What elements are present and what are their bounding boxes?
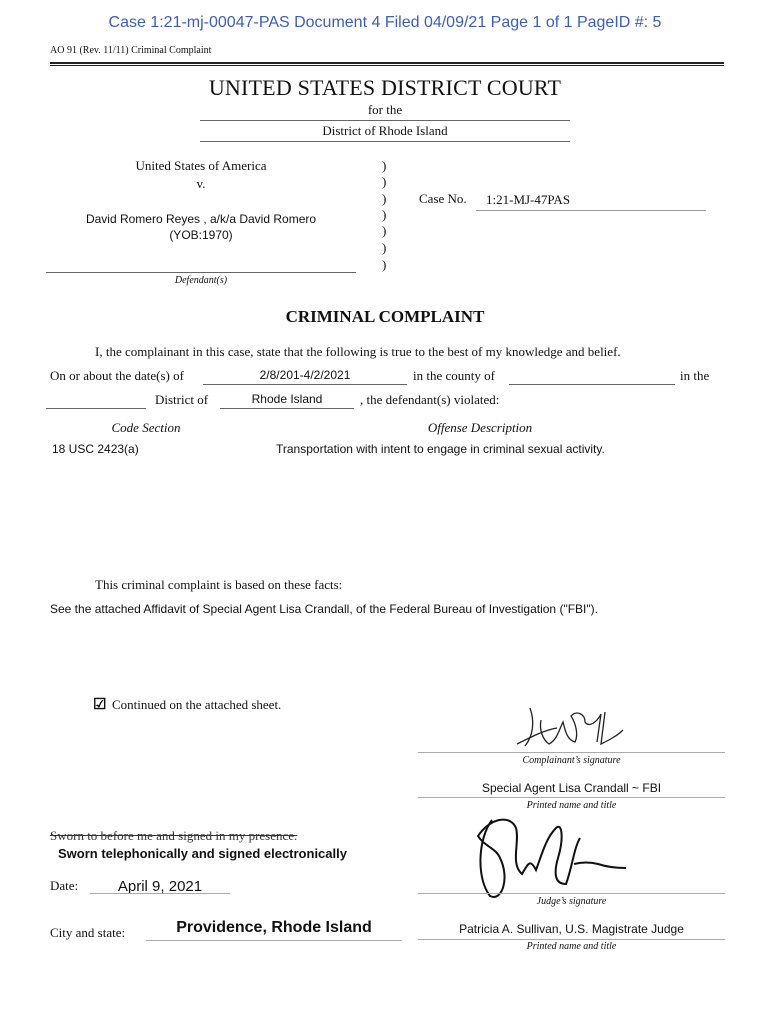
caption-defendant-label: Defendant(s) <box>174 275 228 286</box>
city-state-label: City and state: <box>50 925 126 940</box>
district-value-rule <box>220 408 354 409</box>
header-rule <box>50 62 724 64</box>
in-county-label: in the county of <box>413 368 495 383</box>
form-id: AO 91 (Rev. 11/11) Criminal Complaint <box>50 45 212 56</box>
header-rule-thin <box>50 65 724 66</box>
case-no: 1:21-MJ-47PAS <box>486 192 571 207</box>
district-blank-rule <box>46 408 146 409</box>
caption-paren: ) <box>382 207 387 222</box>
complainant-printed-label: Printed name and title <box>526 800 617 811</box>
caption-paren: ) <box>382 257 387 272</box>
in-the-label: in the <box>680 368 710 383</box>
district-rule-bottom <box>200 141 570 142</box>
caption-paren: ) <box>382 191 387 206</box>
judge-signature-rule <box>418 893 725 894</box>
offense-description-label: Offense Description <box>427 420 533 435</box>
offense-dates: 2/8/201-4/2/2021 <box>259 368 351 382</box>
county-rule <box>509 384 675 385</box>
on-or-about-label: On or about the date(s) of <box>50 368 184 383</box>
case-no-rule <box>476 210 706 211</box>
caption-defendant-yob: (YOB:1970) <box>169 228 233 242</box>
complainant-name: Special Agent Lisa Crandall ~ FBI <box>481 781 662 795</box>
district-of-label: District of <box>155 392 209 407</box>
judge-name-rule <box>418 939 725 940</box>
complainant-signature-label: Complainant’s signature <box>522 755 621 766</box>
judge-signature <box>470 808 630 903</box>
dates-rule <box>203 384 407 385</box>
district-value: Rhode Island <box>251 392 323 406</box>
case-header: Case 1:21-mj-00047-PAS Document 4 Filed 04/09/21 Page 1 of 1 PageID #: 5 <box>108 14 662 31</box>
court-title: UNITED STATES DISTRICT COURT <box>208 75 562 100</box>
defendant-violated: , the defendant(s) violated: <box>360 392 500 407</box>
case-no-label: Case No. <box>419 191 467 206</box>
offense-description-value: Transportation with intent to engage in criminal sexual activity. <box>276 442 605 456</box>
caption-paren: ) <box>382 174 387 189</box>
date-label: Date: <box>50 878 79 893</box>
code-section-value: 18 USC 2423(a) <box>52 442 139 456</box>
city-state-value: Providence, Rhode Island <box>176 919 372 936</box>
caption-paren: ) <box>382 158 387 173</box>
court-for-the: for the <box>367 102 403 117</box>
city-state-rule <box>146 940 402 941</box>
complainant-signature-rule <box>418 752 725 753</box>
judge-name: Patricia A. Sullivan, U.S. Magistrate Judge <box>459 922 684 936</box>
date-value: April 9, 2021 <box>117 878 203 895</box>
judge-signature-label: Judge’s signature <box>536 896 607 907</box>
sworn-text: Sworn telephonically and signed electronically <box>58 846 347 861</box>
caption-plaintiff: United States of America <box>135 158 267 173</box>
defendant-rule <box>46 272 356 273</box>
complainant-name-rule <box>418 797 725 798</box>
caption-defendant-name: David Romero Reyes , a/k/a David Romero <box>85 212 317 226</box>
code-section-label: Code Section <box>111 420 181 435</box>
judge-printed-label: Printed name and title <box>526 941 617 952</box>
continued-label: Continued on the attached sheet. <box>112 697 282 712</box>
sworn-struck-text: Sworn to before me and signed in my presence. <box>50 828 298 843</box>
continued-checkbox[interactable]: ☑ <box>93 697 107 713</box>
based-on-label: This criminal complaint is based on these facts: <box>95 577 343 592</box>
complaint-statement: I, the complainant in this case, state that the following is true to the best of my knowledge and belief. <box>95 344 621 359</box>
complainant-signature <box>505 700 635 755</box>
complaint-heading: CRIMINAL COMPLAINT <box>285 307 485 326</box>
facts-text: See the attached Affidavit of Special Agent Lisa Crandall, of the Federal Bureau of Investigation ("FBI"). <box>50 602 598 616</box>
caption-paren: ) <box>382 240 387 255</box>
date-rule <box>90 893 230 894</box>
caption-paren: ) <box>382 223 387 238</box>
district-rule-top <box>200 120 570 121</box>
court-district: District of Rhode Island <box>322 123 448 138</box>
caption-versus: v. <box>196 176 206 191</box>
